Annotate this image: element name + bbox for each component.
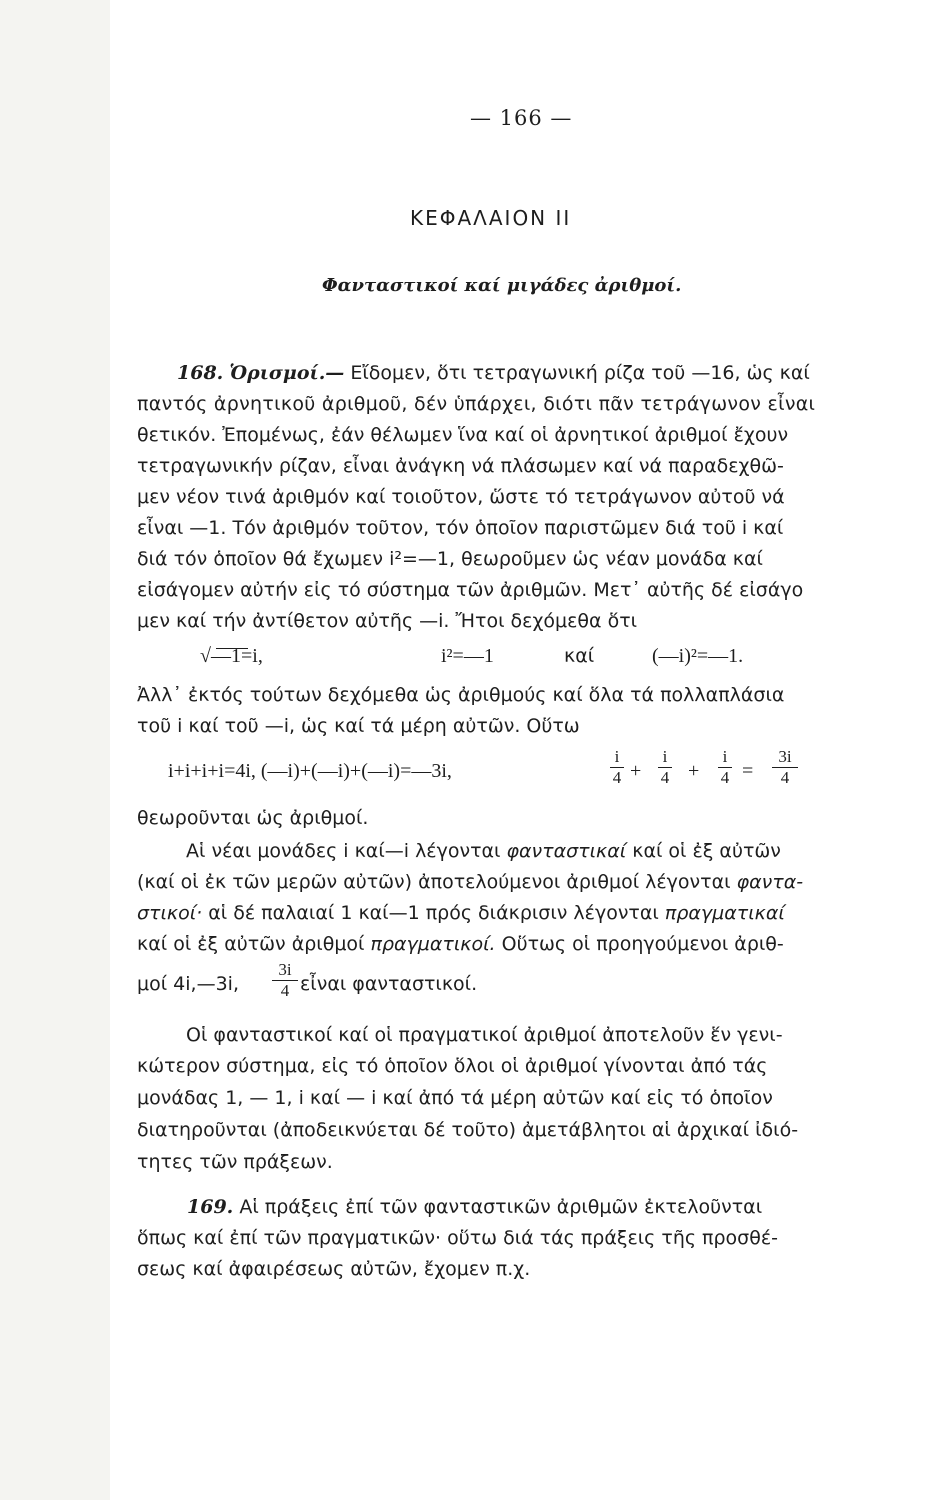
para3-line-4 xyxy=(137,902,785,924)
para168-line-9: μεν καί τήν ἀντίθετον αὐτῆς —i. Ἤτοι δεχόμεθα ὅτι xyxy=(137,610,638,632)
para169-line-1 xyxy=(137,1196,762,1218)
para3-line-6-end: εἶναι φανταστικοί. xyxy=(300,973,478,995)
term-real: πραγματικαί xyxy=(664,902,785,924)
para3-line-1: θεωροῦνται ὡς ἀριθμοί. xyxy=(137,807,369,829)
term-imaginary-hyphen: φαντα- xyxy=(736,871,804,893)
para3-line-5 xyxy=(137,933,784,955)
fraction-numerator: i xyxy=(722,747,728,766)
para4-line-3: μονάδας 1, — 1, i καί — i καί ἀπό τά μέρη αὐτῶν καί εἰς τό ὁποῖον xyxy=(137,1087,773,1109)
chapter-heading: ΚΕΦΑΛΑΙΟΝ II xyxy=(410,206,572,230)
fraction-denominator: 4 xyxy=(720,768,730,787)
para168-line-1 xyxy=(137,362,810,384)
equation-conjunction: καί xyxy=(564,645,595,667)
para2-line-2: τοῦ i καί τοῦ —i, ὡς καί τά μέρη αὐτῶν. Οὕτω xyxy=(137,715,580,737)
equation-multiples: i+i+i+i=4i, (—i)+(—i)+(—i)=—3i, xyxy=(168,760,452,782)
plus-sign: + xyxy=(630,760,642,782)
term-imaginary-end: στικοί· xyxy=(137,902,203,924)
section-number-168: 168. xyxy=(177,362,224,384)
page-number: — 166 — xyxy=(470,106,573,130)
fraction-3i-over-4 xyxy=(772,748,798,787)
equation-minus-i-squared: (—i)²=—1. xyxy=(652,645,744,667)
fraction-denominator: 4 xyxy=(612,768,622,787)
text-span: Οὕτως οἱ προηγούμενοι ἀριθ- xyxy=(495,933,784,955)
equation-i-squared: i²=—1 xyxy=(441,645,494,667)
para3-line-2 xyxy=(186,840,781,862)
para4-line-4: διατηροῦνται (ἀποδεικνύεται δέ τοῦτο) ἀμετάβλητοι αἱ ἀρχικαί ἰδιό- xyxy=(137,1119,799,1141)
para168-line-6: εἶναι —1. Τόν ἀριθμόν τοῦτον, τόν ὁποῖον παριστῶμεν διά τοῦ i καί xyxy=(137,517,784,539)
text-span: αἱ δέ παλαιαί 1 καί—1 πρός διάκρισιν λέγονται xyxy=(202,902,665,924)
plus-sign: + xyxy=(688,760,700,782)
fraction-denominator: 4 xyxy=(280,981,290,1000)
term-real-numbers: πραγματικοί. xyxy=(370,933,496,955)
text-span: καί οἱ ἐξ αὐτῶν xyxy=(626,840,781,862)
para168-line-7: διά τόν ὁποῖον θά ἔχωμεν i²=—1, θεωροῦμεν ὡς νέαν μονάδα καί xyxy=(137,548,763,570)
para168-line-5: μεν νέον τινά ἀριθμόν καί τοιοῦτον, ὥστε τό τετράγωνον αὐτοῦ νά xyxy=(137,486,785,508)
fraction-numerator: i xyxy=(662,747,668,766)
section-title: Φανταστικοί καί μιγάδες ἀριθμοί. xyxy=(322,275,682,296)
para169-line-2: ὅπως καί ἐπί τῶν πραγματικῶν· οὕτω διά τάς πράξεις τῆς προσθέ- xyxy=(137,1227,778,1249)
para168-line-2: παντός ἀρνητικοῦ ἀριθμοῦ, δέν ὑπάρχει, διότι πᾶν τετράγωνον εἶναι xyxy=(137,393,816,415)
para3-line-6 xyxy=(137,973,239,995)
equation-sqrt-minus-one: √—1=i, xyxy=(200,645,263,667)
text-span: (καί οἱ ἐκ τῶν μερῶν αὐτῶν) ἀποτελούμενοι ἀριθμοί λέγονται xyxy=(137,871,737,893)
para4-line-1: Οἱ φανταστικοί καί οἱ πραγματικοί ἀριθμοί ἀποτελοῦν ἕν γενι- xyxy=(186,1024,783,1046)
para3-line-3 xyxy=(137,871,803,893)
text-span: καί οἱ ἐξ αὐτῶν ἀριθμοί xyxy=(137,933,371,955)
para2-line-1: Ἀλλ᾽ ἐκτός τούτων δεχόμεθα ὡς ἀριθμούς καί ὅλα τά πολλαπλάσια xyxy=(137,684,785,706)
para168-line-8: εἰσάγομεν αὐτήν εἰς τό σύστημα τῶν ἀριθμῶν. Μετ᾽ αὐτῆς δέ εἰσάγο xyxy=(137,579,804,601)
section-number-169: 169. xyxy=(187,1196,234,1218)
equals-sign: = xyxy=(742,760,754,782)
para169-line-3: σεως καί ἀφαιρέσεως αὐτῶν, ἔχομεν π.χ. xyxy=(137,1258,531,1280)
section-heading-definitions: Ὁρισμοί.— xyxy=(229,362,345,384)
fraction-i-over-4-a xyxy=(610,748,624,787)
text-span: Αἱ πράξεις ἐπί τῶν φανταστικῶν ἀριθμῶν ἐκτελοῦνται xyxy=(239,1196,763,1218)
fraction-denominator: 4 xyxy=(780,768,790,787)
text-span: Εἴδομεν, ὅτι τετραγωνική ρίζα τοῦ —16, ὡς καί xyxy=(350,362,810,384)
fraction-denominator: 4 xyxy=(660,768,670,787)
text-span: Αἱ νέαι μονάδες i καί—i λέγονται xyxy=(186,840,507,862)
term-imaginary: φανταστικαί xyxy=(506,840,627,862)
para168-line-4: τετραγωνικήν ρίζαν, εἶναι ἀνάγκη νά πλάσωμεν καί νά παραδεχθῶ- xyxy=(137,455,784,477)
para168-line-3: θετικόν. Ἐπομένως, ἐάν θέλωμεν ἵνα καί οἱ ἀρνητικοί ἀριθμοί ἔχουν xyxy=(137,424,789,446)
fraction-i-over-4-c xyxy=(718,748,732,787)
fraction-numerator: 3i xyxy=(278,960,292,979)
fraction-numerator: 3i xyxy=(778,747,792,766)
para4-line-2: κώτερον σύστημα, εἰς τό ὁποῖον ὅλοι οἱ ἀριθμοί γίνονται ἀπό τάς xyxy=(137,1055,768,1077)
fraction-3i-over-4-inline xyxy=(272,961,298,1000)
para4-line-5: τητες τῶν πράξεων. xyxy=(137,1151,333,1173)
fraction-i-over-4-b xyxy=(658,748,672,787)
fraction-numerator: i xyxy=(614,747,620,766)
text-span: μοί 4i,—3i, xyxy=(137,973,239,995)
